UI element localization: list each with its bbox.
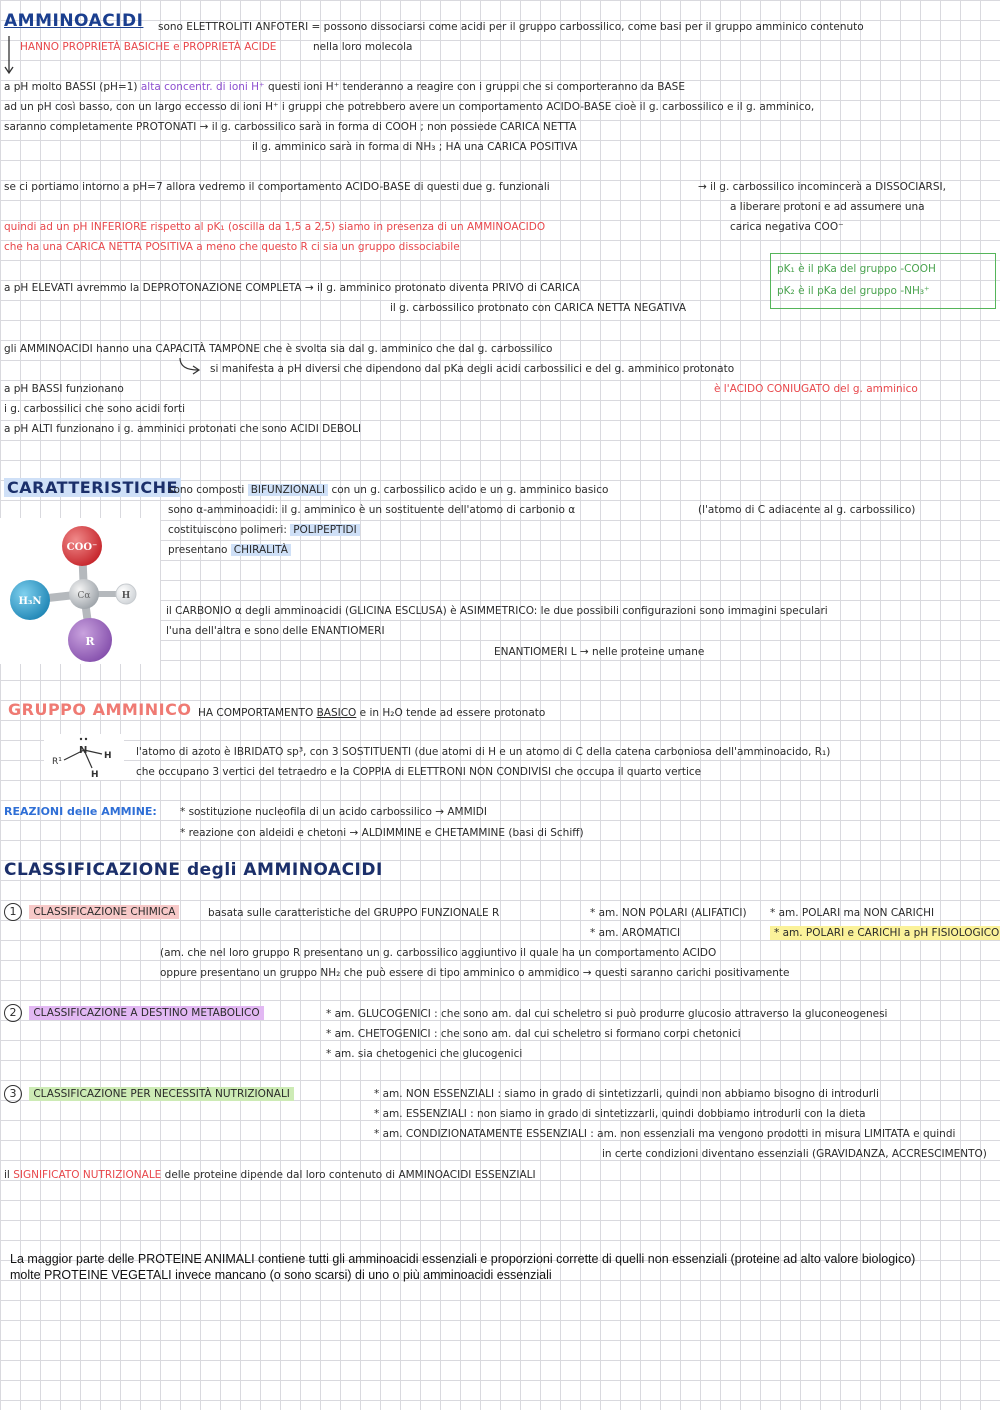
lowph-line-a xyxy=(4,80,685,94)
reazioni-title: REAZIONI delle AMMINE: xyxy=(4,805,157,818)
pk-line-1: pK₁ è il pKa del gruppo -COOH xyxy=(777,263,936,275)
buffer-line-d: a pH BASSI funzionano xyxy=(4,383,124,395)
page-title: AMMINOACIDI xyxy=(4,11,144,31)
car-l4a: presentano xyxy=(168,544,228,556)
intro-line-1: sono ELETTROLITI ANFOTERI = possono dissociarsi come acidi per il gruppo carbossilico, come basi per il gruppo amminico contenuto xyxy=(158,21,864,33)
lowph-a-tail: questi ioni H⁺ tenderanno a reagire con i gruppi che si comporteranno da BASE xyxy=(267,81,685,93)
car-l3a: costituiscono polimeri: xyxy=(168,524,287,536)
sig-red: SIGNIFICATO NUTRIZIONALE xyxy=(13,1169,162,1181)
significato-row xyxy=(4,1168,536,1182)
buffer-line-b: si manifesta a pH diversi che dipendono dal pKa degli acidi carbossilici e del g. amminico protonato xyxy=(210,363,735,375)
caratteristiche-title xyxy=(4,478,181,497)
class-3-c: * am. CONDIZIONATAMENTE ESSENZIALI : am. non essenziali ma vengono prodotti in misura LIMITATA e quindi xyxy=(374,1128,956,1140)
intro-line-2: nella loro molecola xyxy=(313,41,413,53)
class-1-d: * am. POLARI e CARICHI a pH FISIOLOGICO xyxy=(770,926,1000,940)
class-2-row xyxy=(4,1004,264,1022)
class-1-note-1: (am. che nel loro gruppo R presentano un g. carbossilico aggiuntivo il quale ha un comportamento ACIDO xyxy=(160,947,717,959)
gruppo-line-1 xyxy=(198,706,545,720)
class-3-row xyxy=(4,1085,294,1103)
reazione-1: * sostituzione nucleofila di un acido carbossilico → AMMIDI xyxy=(180,806,487,818)
class-3-number: 3 xyxy=(4,1085,22,1103)
lowph-line-b: ad un pH così basso, con un largo eccesso di ioni H⁺ i gruppi che potrebbero avere un comportamento ACIDO-BASE cioè il g. carbossilico e il g. amminico, xyxy=(4,101,815,113)
class-1-c: * am. AROMATICI xyxy=(590,927,681,939)
class-3-b: * am. ESSENZIALI : non siamo in grado di sintetizzarli, quindi dobbiamo introdurli con la dieta xyxy=(374,1108,866,1120)
car-line-4 xyxy=(168,543,291,557)
struct-h1-label: H xyxy=(104,751,112,761)
car-line-3 xyxy=(168,523,360,537)
class-1-number: 1 xyxy=(4,903,22,921)
ph7-right-b: a liberare protoni e ad assumere una xyxy=(730,201,925,213)
highph-line-b: il g. carbossilico protonato con CARICA NETTA NEGATIVA xyxy=(390,302,687,314)
pk-line-2: pK₂ è il pKa del gruppo -NH₃⁺ xyxy=(777,285,930,297)
down-arrow-icon xyxy=(2,34,16,76)
car-l1b: con un g. carbossilico acido e un g. amminico basico xyxy=(331,484,609,496)
struct-h2-label: H xyxy=(91,770,99,780)
buffer-red: è l'ACIDO CONIUGATO del g. amminico xyxy=(714,383,918,395)
class-2-a: * am. GLUCOGENICI : che sono am. dal cui scheletro si può produrre glucosio attraverso la gluconeogenesi xyxy=(326,1008,888,1020)
amino-acid-model xyxy=(0,518,160,664)
reazione-2: * reazione con aldeidi e chetoni → ALDIMMINE e CHETAMMINE (basi di Schiff) xyxy=(180,827,584,839)
ph7-line-a: se ci portiamo intorno a pH=7 allora vedremo il comportamento ACIDO-BASE di questi due g. funzionali xyxy=(4,181,550,193)
footer-line-1: La maggior parte delle PROTEINE ANIMALI contiene tutti gli amminoacidi essenziali e proporzioni corrette di quelli non essenziali (proteine ad alto valore biologico) xyxy=(10,1252,916,1266)
amine-structure xyxy=(44,734,124,780)
car-line-7: ENANTIOMERI L → nelle proteine umane xyxy=(494,646,705,658)
class-3-d: in certe condizioni diventano essenziali (GRAVIDANZA, ACCRESCIMENTO) xyxy=(602,1148,987,1160)
car-l1-highlight: BIFUNZIONALI xyxy=(248,484,328,496)
ph7-right-a: → il g. carbossilico incomincerà a DISSOCIARSI, xyxy=(698,181,946,193)
class-1-label: CLASSIFICAZIONE CHIMICA xyxy=(29,905,179,919)
buffer-line-e: i g. carbossilici che sono acidi forti xyxy=(4,403,185,415)
struct-r-label: R¹ xyxy=(52,757,62,767)
class-3-label: CLASSIFICAZIONE PER NECESSITÀ NUTRIZIONALI xyxy=(29,1087,294,1101)
intro-red-text: HANNO PROPRIETÀ BASICHE e PROPRIETÀ ACIDE xyxy=(20,41,277,53)
gruppo-l1-underlined: BASICO xyxy=(316,707,357,719)
sig-a: il xyxy=(4,1169,10,1181)
highph-line-a: a pH ELEVATI avremmo la DEPROTONAZIONE COMPLETA → il g. amminico protonato diventa PRIVO di CARICA xyxy=(4,282,580,294)
sig-b: delle proteine dipende dal loro contenuto di AMMINOACIDI ESSENZIALI xyxy=(164,1169,536,1181)
caratteristiche-title-text: CARATTERISTICHE xyxy=(4,478,181,497)
model-top-label: COO⁻ xyxy=(66,542,98,553)
class-1-a: * am. NON POLARI (ALIFATICI) xyxy=(590,907,747,919)
class-2-c: * am. sia chetogenici che glucogenici xyxy=(326,1048,523,1060)
model-left-label: H₃N xyxy=(18,596,42,607)
lowph-a-purple: alta concentr. di ioni H⁺ xyxy=(140,81,265,93)
footer-line-2: molte PROTEINE VEGETALI invece mancano (o sono scarsi) di uno o più amminoacidi essenziali xyxy=(10,1268,552,1282)
gruppo-l1b: e in H₂O tende ad essere protonato xyxy=(359,707,546,719)
car-line-2b: (l'atomo di C adiacente al g. carbossilico) xyxy=(698,504,916,516)
class-1-row xyxy=(4,903,179,921)
struct-n-label: N xyxy=(79,745,88,756)
curved-arrow-icon xyxy=(176,356,206,378)
class-1-d-wrap xyxy=(770,926,1000,940)
lowph-a: a pH molto BASSI (pH=1) xyxy=(4,81,138,93)
class-1-note-2: oppure presentano un gruppo NH₂ che può essere di tipo amminico o ammidico → questi saranno carichi positivamente xyxy=(160,967,790,979)
class-2-b: * am. CHETOGENICI : che sono am. dal cui scheletro si formano corpi chetonici xyxy=(326,1028,741,1040)
class-1-text: basata sulle caratteristiche del GRUPPO FUNZIONALE R xyxy=(208,907,500,919)
ph7-right-c: carica negativa COO⁻ xyxy=(730,221,844,233)
car-line-1 xyxy=(168,483,608,497)
gruppo-l1a: HA COMPORTAMENTO xyxy=(198,707,314,719)
car-line-5: il CARBONIO α degli amminoacidi (GLICINA ESCLUSA) è ASIMMETRICO: le due possibili configurazioni sono immagini speculari xyxy=(166,605,828,617)
car-l3-highlight: POLIPEPTIDI xyxy=(290,524,360,536)
typed-footer xyxy=(10,1251,995,1283)
class-1-b: * am. POLARI ma NON CARICHI xyxy=(770,907,935,919)
pk-box xyxy=(770,253,996,309)
model-bottom-label: R xyxy=(85,635,95,648)
model-center-label: Cα xyxy=(77,591,91,601)
gruppo-line-2: l'atomo di azoto è IBRIDATO sp³, con 3 SOSTITUENTI (due atomi di H e un atomo di C della catena carboniosa dell'amminoacido, R₁) xyxy=(136,746,831,758)
buffer-line-a: gli AMMINOACIDI hanno una CAPACITÀ TAMPONE che è svolta sia dal g. amminico che dal g. carbossilico xyxy=(4,343,553,355)
class-3-a: * am. NON ESSENZIALI : siamo in grado di sintetizzarli, quindi non abbiamo bisogno di introdurli xyxy=(374,1088,879,1100)
buffer-line-f: a pH ALTI funzionano i g. amminici protonati che sono ACIDI DEBOLI xyxy=(4,423,362,435)
lowph-line-d: il g. amminico sarà in forma di NH₃ ; HA una CARICA POSITIVA xyxy=(252,141,578,153)
class-2-number: 2 xyxy=(4,1004,22,1022)
gruppo-title: GRUPPO AMMINICO xyxy=(8,700,192,719)
classificazione-title: CLASSIFICAZIONE degli AMMINOACIDI xyxy=(4,860,383,880)
model-right-label: H xyxy=(121,591,131,601)
car-line-2: sono α-amminoacidi: il g. amminico è un sostituente dell'atomo di carbonio α xyxy=(168,504,576,516)
gruppo-line-3: che occupano 3 vertici del tetraedro e la COPPIA di ELETTRONI NON CONDIVISI che occupa il quarto vertice xyxy=(136,766,702,778)
car-l4-highlight: CHIRALITÀ xyxy=(231,544,291,556)
car-l1a: sono composti xyxy=(168,484,245,496)
ph7-red-2: che ha una CARICA NETTA POSITIVA a meno che questo R ci sia un gruppo dissociabile xyxy=(4,241,460,253)
class-2-label: CLASSIFICAZIONE A DESTINO METABOLICO xyxy=(29,1006,263,1020)
lowph-line-c: saranno completamente PROTONATI → il g. carbossilico sarà in forma di COOH ; non possiede CARICA NETTA xyxy=(4,121,577,133)
car-line-6: l'una dell'altra e sono delle ENANTIOMERI xyxy=(166,625,385,637)
ph7-red-1: quindi ad un pH INFERIORE rispetto al pK₁ (oscilla da 1,5 a 2,5) siamo in presenza di un AMMINOACIDO xyxy=(4,221,546,233)
